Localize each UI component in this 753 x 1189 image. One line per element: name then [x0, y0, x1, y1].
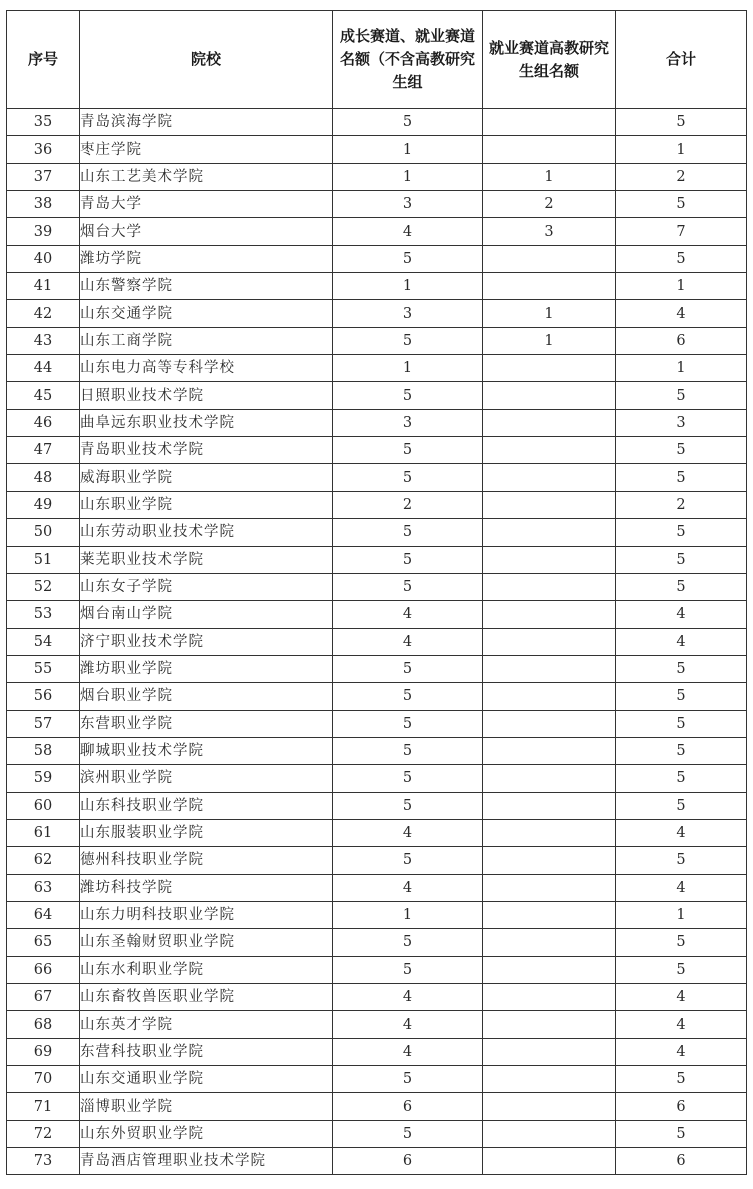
- header-total: 合计: [616, 11, 747, 109]
- table-row: [7, 1093, 747, 1120]
- table-row: [7, 1066, 747, 1093]
- track-b-quota: [483, 382, 616, 409]
- track-a-quota: 5: [333, 573, 483, 600]
- school-name: 山东外贸职业学院: [80, 1120, 333, 1147]
- track-b-quota: [483, 929, 616, 956]
- school-name: 山东科技职业学院: [80, 792, 333, 819]
- total-quota: 5: [616, 765, 747, 792]
- track-b-quota: 3: [483, 218, 616, 245]
- quota-table: [6, 10, 747, 1175]
- school-name: 山东电力高等专科学校: [80, 355, 333, 382]
- track-b-quota: [483, 573, 616, 600]
- track-b-quota: [483, 956, 616, 983]
- total-quota: 5: [616, 1120, 747, 1147]
- table-body: [7, 109, 747, 1175]
- total-quota: 4: [616, 874, 747, 901]
- track-a-quota: 2: [333, 491, 483, 518]
- track-b-quota: [483, 109, 616, 136]
- row-number: 64: [7, 901, 80, 928]
- track-b-quota: [483, 464, 616, 491]
- total-quota: 5: [616, 245, 747, 272]
- row-number: 70: [7, 1066, 80, 1093]
- track-b-quota: [483, 901, 616, 928]
- table-row: [7, 847, 747, 874]
- track-b-quota: [483, 273, 616, 300]
- table-row: [7, 245, 747, 272]
- school-name: 山东服装职业学院: [80, 819, 333, 846]
- total-quota: 6: [616, 327, 747, 354]
- table-row: [7, 191, 747, 218]
- school-name: 山东畜牧兽医职业学院: [80, 984, 333, 1011]
- track-b-quota: [483, 847, 616, 874]
- track-b-quota: [483, 1093, 616, 1120]
- table-row: [7, 218, 747, 245]
- school-name: 济宁职业技术学院: [80, 628, 333, 655]
- track-a-quota: 5: [333, 109, 483, 136]
- table-row: [7, 655, 747, 682]
- track-a-quota: 5: [333, 464, 483, 491]
- row-number: 51: [7, 546, 80, 573]
- track-a-quota: 5: [333, 847, 483, 874]
- total-quota: 5: [616, 519, 747, 546]
- row-number: 63: [7, 874, 80, 901]
- row-number: 36: [7, 136, 80, 163]
- row-number: 42: [7, 300, 80, 327]
- table-row: [7, 546, 747, 573]
- row-number: 39: [7, 218, 80, 245]
- row-number: 49: [7, 491, 80, 518]
- track-b-quota: [483, 984, 616, 1011]
- row-number: 66: [7, 956, 80, 983]
- school-name: 山东职业学院: [80, 491, 333, 518]
- school-name: 山东工艺美术学院: [80, 163, 333, 190]
- row-number: 45: [7, 382, 80, 409]
- table-row: [7, 382, 747, 409]
- school-name: 东营科技职业学院: [80, 1038, 333, 1065]
- row-number: 44: [7, 355, 80, 382]
- track-a-quota: 5: [333, 327, 483, 354]
- track-a-quota: 4: [333, 628, 483, 655]
- track-b-quota: [483, 409, 616, 436]
- track-a-quota: 1: [333, 273, 483, 300]
- total-quota: 2: [616, 163, 747, 190]
- row-number: 65: [7, 929, 80, 956]
- track-a-quota: 5: [333, 546, 483, 573]
- track-b-quota: [483, 683, 616, 710]
- table-row: [7, 573, 747, 600]
- track-b-quota: [483, 355, 616, 382]
- school-name: 潍坊科技学院: [80, 874, 333, 901]
- total-quota: 5: [616, 655, 747, 682]
- row-number: 46: [7, 409, 80, 436]
- total-quota: 4: [616, 628, 747, 655]
- table-row: [7, 683, 747, 710]
- table-row: [7, 710, 747, 737]
- school-name: 德州科技职业学院: [80, 847, 333, 874]
- total-quota: 5: [616, 683, 747, 710]
- track-b-quota: 1: [483, 300, 616, 327]
- track-b-quota: [483, 819, 616, 846]
- total-quota: 5: [616, 382, 747, 409]
- school-name: 日照职业技术学院: [80, 382, 333, 409]
- track-b-quota: [483, 737, 616, 764]
- track-b-quota: [483, 655, 616, 682]
- table-row: [7, 327, 747, 354]
- total-quota: 5: [616, 956, 747, 983]
- table-row: [7, 300, 747, 327]
- total-quota: 5: [616, 710, 747, 737]
- row-number: 54: [7, 628, 80, 655]
- total-quota: 5: [616, 191, 747, 218]
- track-b-quota: [483, 519, 616, 546]
- total-quota: 5: [616, 573, 747, 600]
- table-row: [7, 929, 747, 956]
- total-quota: 4: [616, 300, 747, 327]
- track-a-quota: 1: [333, 355, 483, 382]
- total-quota: 5: [616, 1066, 747, 1093]
- school-name: 山东圣翰财贸职业学院: [80, 929, 333, 956]
- track-a-quota: 5: [333, 737, 483, 764]
- table-row: [7, 819, 747, 846]
- school-name: 莱芜职业技术学院: [80, 546, 333, 573]
- total-quota: 5: [616, 546, 747, 573]
- row-number: 59: [7, 765, 80, 792]
- table-row: [7, 136, 747, 163]
- table-row: [7, 273, 747, 300]
- track-a-quota: 3: [333, 409, 483, 436]
- table-row: [7, 163, 747, 190]
- school-name: 聊城职业技术学院: [80, 737, 333, 764]
- row-number: 43: [7, 327, 80, 354]
- school-name: 淄博职业学院: [80, 1093, 333, 1120]
- track-a-quota: 5: [333, 710, 483, 737]
- table-row: [7, 1148, 747, 1175]
- table-row: [7, 519, 747, 546]
- track-a-quota: 4: [333, 874, 483, 901]
- total-quota: 5: [616, 109, 747, 136]
- school-name: 潍坊职业学院: [80, 655, 333, 682]
- track-b-quota: [483, 874, 616, 901]
- row-number: 48: [7, 464, 80, 491]
- track-b-quota: [483, 1120, 616, 1147]
- table-row: [7, 901, 747, 928]
- table-row: [7, 956, 747, 983]
- header-track-a: 成长赛道、就业赛道名额（不含高教研究生组: [333, 11, 483, 109]
- total-quota: 6: [616, 1093, 747, 1120]
- table-row: [7, 1038, 747, 1065]
- row-number: 40: [7, 245, 80, 272]
- track-a-quota: 3: [333, 300, 483, 327]
- track-a-quota: 4: [333, 218, 483, 245]
- track-a-quota: 5: [333, 655, 483, 682]
- total-quota: 5: [616, 929, 747, 956]
- school-name: 烟台南山学院: [80, 601, 333, 628]
- school-name: 青岛滨海学院: [80, 109, 333, 136]
- total-quota: 5: [616, 737, 747, 764]
- table-row: [7, 464, 747, 491]
- total-quota: 3: [616, 409, 747, 436]
- school-name: 山东女子学院: [80, 573, 333, 600]
- row-number: 53: [7, 601, 80, 628]
- table-row: [7, 437, 747, 464]
- header-school: 院校: [80, 11, 333, 109]
- table-row: [7, 737, 747, 764]
- track-a-quota: 5: [333, 683, 483, 710]
- table-row: [7, 355, 747, 382]
- row-number: 62: [7, 847, 80, 874]
- school-name: 山东劳动职业技术学院: [80, 519, 333, 546]
- track-b-quota: 2: [483, 191, 616, 218]
- track-b-quota: [483, 437, 616, 464]
- track-a-quota: 1: [333, 901, 483, 928]
- row-number: 68: [7, 1011, 80, 1038]
- track-a-quota: 5: [333, 437, 483, 464]
- table-row: [7, 765, 747, 792]
- row-number: 69: [7, 1038, 80, 1065]
- school-name: 山东工商学院: [80, 327, 333, 354]
- school-name: 山东力明科技职业学院: [80, 901, 333, 928]
- school-name: 山东交通学院: [80, 300, 333, 327]
- track-a-quota: 4: [333, 984, 483, 1011]
- row-number: 73: [7, 1148, 80, 1175]
- row-number: 71: [7, 1093, 80, 1120]
- total-quota: 5: [616, 792, 747, 819]
- school-name: 曲阜远东职业技术学院: [80, 409, 333, 436]
- row-number: 61: [7, 819, 80, 846]
- row-number: 52: [7, 573, 80, 600]
- row-number: 35: [7, 109, 80, 136]
- row-number: 60: [7, 792, 80, 819]
- table-header: [7, 11, 747, 109]
- total-quota: 5: [616, 847, 747, 874]
- track-b-quota: 1: [483, 327, 616, 354]
- table-row: [7, 409, 747, 436]
- school-name: 山东警察学院: [80, 273, 333, 300]
- table-row: [7, 792, 747, 819]
- total-quota: 6: [616, 1148, 747, 1175]
- track-b-quota: [483, 765, 616, 792]
- row-number: 41: [7, 273, 80, 300]
- total-quota: 4: [616, 984, 747, 1011]
- row-number: 57: [7, 710, 80, 737]
- track-b-quota: [483, 792, 616, 819]
- school-name: 山东英才学院: [80, 1011, 333, 1038]
- track-a-quota: 6: [333, 1093, 483, 1120]
- row-number: 47: [7, 437, 80, 464]
- track-b-quota: [483, 491, 616, 518]
- track-b-quota: [483, 546, 616, 573]
- school-name: 威海职业学院: [80, 464, 333, 491]
- row-number: 50: [7, 519, 80, 546]
- total-quota: 4: [616, 819, 747, 846]
- school-name: 青岛大学: [80, 191, 333, 218]
- table-row: [7, 628, 747, 655]
- header-track-b: 就业赛道高教研究生组名额: [483, 11, 616, 109]
- table-row: [7, 1011, 747, 1038]
- table-row: [7, 109, 747, 136]
- row-number: 38: [7, 191, 80, 218]
- row-number: 37: [7, 163, 80, 190]
- track-b-quota: [483, 245, 616, 272]
- school-name: 山东水利职业学院: [80, 956, 333, 983]
- school-name: 潍坊学院: [80, 245, 333, 272]
- total-quota: 1: [616, 901, 747, 928]
- school-name: 青岛酒店管理职业技术学院: [80, 1148, 333, 1175]
- track-a-quota: 3: [333, 191, 483, 218]
- track-a-quota: 5: [333, 519, 483, 546]
- track-a-quota: 5: [333, 1120, 483, 1147]
- track-b-quota: [483, 1011, 616, 1038]
- total-quota: 5: [616, 437, 747, 464]
- track-b-quota: [483, 710, 616, 737]
- row-number: 55: [7, 655, 80, 682]
- school-name: 东营职业学院: [80, 710, 333, 737]
- table-row: [7, 1120, 747, 1147]
- total-quota: 4: [616, 601, 747, 628]
- total-quota: 2: [616, 491, 747, 518]
- track-a-quota: 1: [333, 163, 483, 190]
- header-row: [7, 11, 747, 109]
- track-b-quota: [483, 601, 616, 628]
- track-b-quota: [483, 136, 616, 163]
- total-quota: 1: [616, 136, 747, 163]
- track-a-quota: 5: [333, 765, 483, 792]
- total-quota: 7: [616, 218, 747, 245]
- total-quota: 5: [616, 464, 747, 491]
- school-name: 烟台职业学院: [80, 683, 333, 710]
- row-number: 72: [7, 1120, 80, 1147]
- school-name: 枣庄学院: [80, 136, 333, 163]
- track-b-quota: [483, 628, 616, 655]
- total-quota: 1: [616, 273, 747, 300]
- track-a-quota: 4: [333, 819, 483, 846]
- track-a-quota: 5: [333, 245, 483, 272]
- total-quota: 4: [616, 1011, 747, 1038]
- table-row: [7, 984, 747, 1011]
- track-a-quota: 4: [333, 1011, 483, 1038]
- track-b-quota: [483, 1038, 616, 1065]
- school-name: 滨州职业学院: [80, 765, 333, 792]
- total-quota: 1: [616, 355, 747, 382]
- row-number: 58: [7, 737, 80, 764]
- table-row: [7, 491, 747, 518]
- header-no: 序号: [7, 11, 80, 109]
- track-a-quota: 1: [333, 136, 483, 163]
- track-a-quota: 5: [333, 382, 483, 409]
- track-a-quota: 5: [333, 792, 483, 819]
- school-name: 烟台大学: [80, 218, 333, 245]
- track-a-quota: 4: [333, 601, 483, 628]
- track-a-quota: 5: [333, 929, 483, 956]
- track-b-quota: [483, 1148, 616, 1175]
- school-name: 青岛职业技术学院: [80, 437, 333, 464]
- track-b-quota: 1: [483, 163, 616, 190]
- track-a-quota: 4: [333, 1038, 483, 1065]
- track-a-quota: 5: [333, 956, 483, 983]
- track-b-quota: [483, 1066, 616, 1093]
- total-quota: 4: [616, 1038, 747, 1065]
- track-a-quota: 5: [333, 1066, 483, 1093]
- table-row: [7, 601, 747, 628]
- track-a-quota: 6: [333, 1148, 483, 1175]
- row-number: 67: [7, 984, 80, 1011]
- table-row: [7, 874, 747, 901]
- school-name: 山东交通职业学院: [80, 1066, 333, 1093]
- row-number: 56: [7, 683, 80, 710]
